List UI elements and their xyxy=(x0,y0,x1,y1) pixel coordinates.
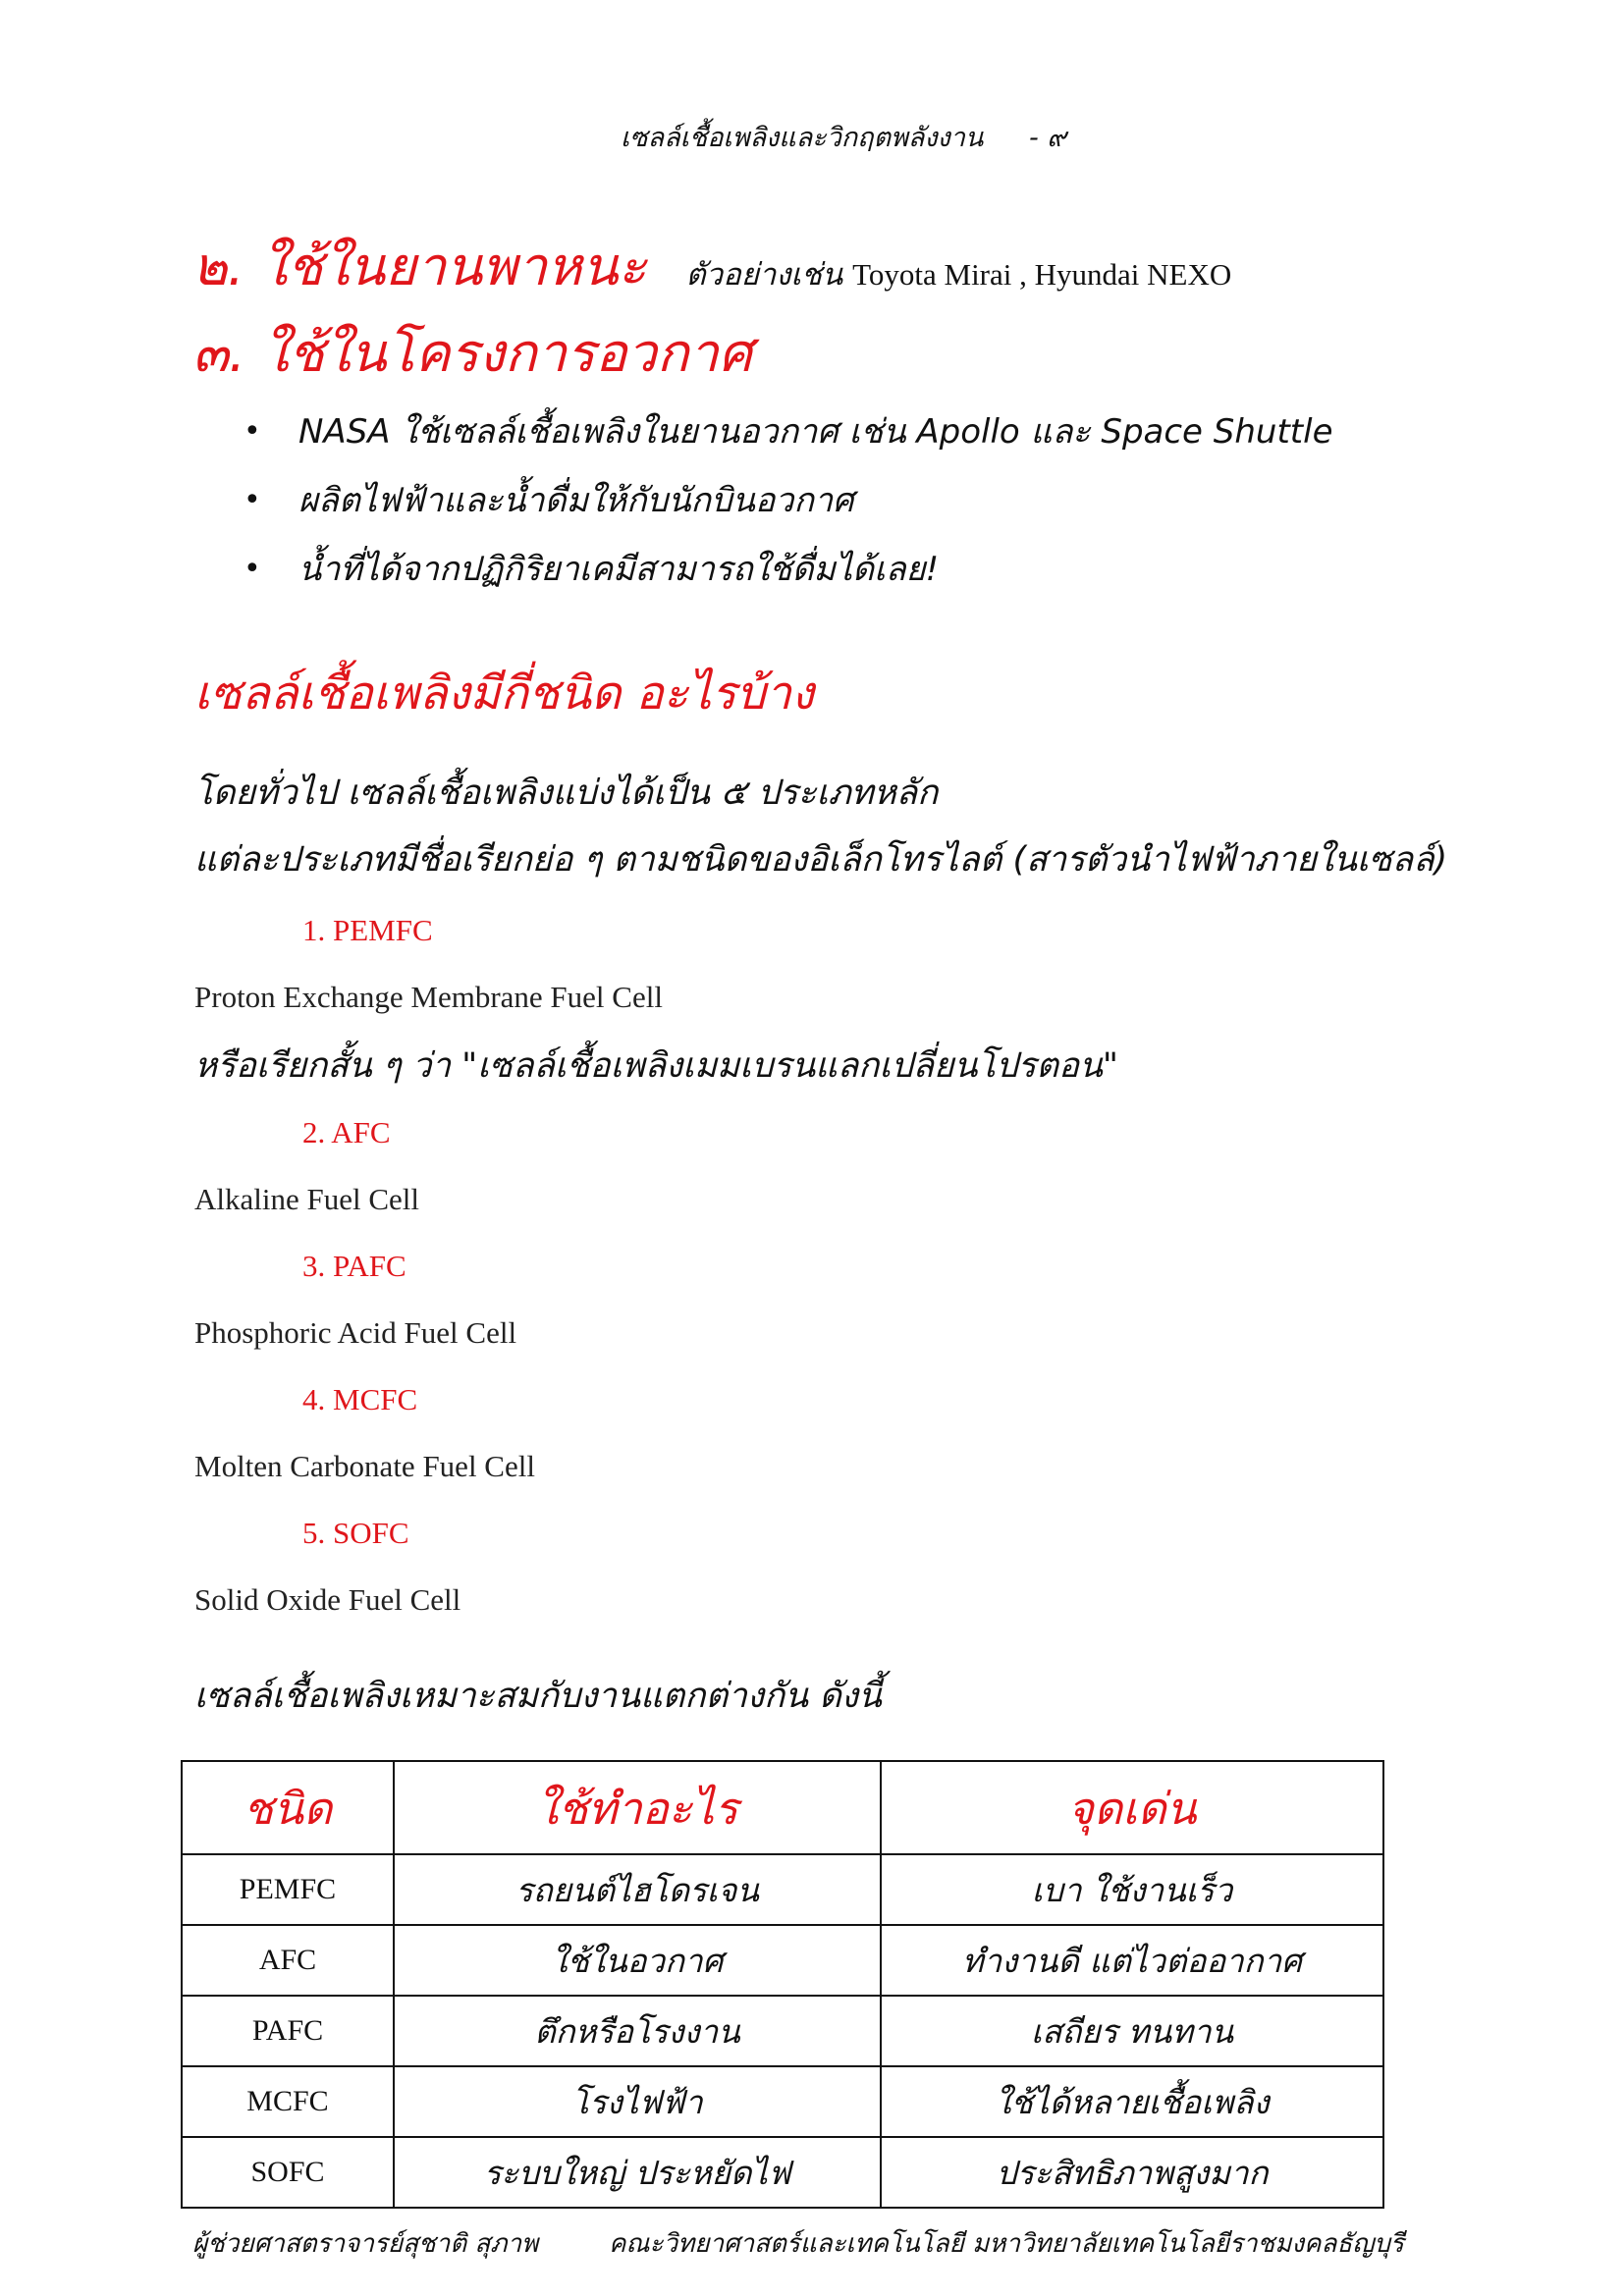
cell-use: โรงไฟฟ้า xyxy=(394,2066,881,2137)
page-number: - ๙ xyxy=(1028,123,1067,153)
running-header xyxy=(621,116,1066,158)
vehicle-examples-values: Toyota Mirai , Hyundai NEXO xyxy=(852,257,1232,292)
cell-advantage: ทำงานดี แต่ไวต่ออากาศ xyxy=(881,1925,1383,1996)
type-label-afc: 2. AFC xyxy=(302,1115,391,1149)
bullet-item: • ผลิตไฟฟ้าและน้ำดื่มให้กับนักบินอวกาศ xyxy=(244,471,1333,540)
table-row xyxy=(182,2066,1383,2137)
footer-affiliation: คณะวิทยาศาสตร์และเทคโนโลยี มหาวิทยาลัยเทคโนโลยีราชมงคลธัญบุรี xyxy=(609,2229,1404,2259)
bullet-item: • น้ำที่ได้จากปฏิกิริยาเคมีสามารถใช้ดื่มได้เลย! xyxy=(244,540,1333,609)
cell-advantage: เสถียร ทนทาน xyxy=(881,1996,1383,2066)
table-intro: เซลล์เชื้อเพลิงเหมาะสมกับงานแตกต่างกัน ดังนี้ xyxy=(194,1677,882,1716)
type-label-sofc: 5. SOFC xyxy=(302,1516,409,1550)
intro-line-2: แต่ละประเภทมีชื่อเรียกย่อ ๆ ตามชนิดของอิเล็กโทรไลต์ (สารตัวนำไฟฟ้าภายในเซลล์) xyxy=(194,840,1448,880)
pemfc-thai-note: หรือเรียกสั้น ๆ ว่า "เซลล์เชื้อเพลิงเมมเบรนแลกเปลี่ยนโปรตอน" xyxy=(194,1046,1119,1086)
intro-line-1: โดยทั่วไป เซลล์เชื้อเพลิงแบ่งได้เป็น ๕ ประเภทหลัก xyxy=(194,774,939,813)
table-header-row xyxy=(182,1761,1383,1854)
heading-space: ๓. ใช้ในโครงการอวกาศ xyxy=(192,322,753,384)
section-title: เซลล์เชื้อเพลิงมีกี่ชนิด อะไรบ้าง xyxy=(194,667,815,721)
type-name-sofc: Solid Oxide Fuel Cell xyxy=(194,1582,461,1617)
cell-use: ตึกหรือโรงงาน xyxy=(394,1996,881,2066)
type-label-pafc: 3. PAFC xyxy=(302,1249,406,1283)
vehicle-examples-label: ตัวอย่างเช่น xyxy=(685,257,843,293)
heading-vehicles-text: ๒. ใช้ในยานพาหนะ xyxy=(192,236,647,297)
type-name-mcfc: Molten Carbonate Fuel Cell xyxy=(194,1449,535,1483)
space-bullet-list xyxy=(244,402,1333,609)
cell-type: AFC xyxy=(182,1925,394,1996)
cell-use: ระบบใหญ่ ประหยัดไฟ xyxy=(394,2137,881,2208)
table-row xyxy=(182,1854,1383,1925)
cell-advantage: เบา ใช้งานเร็ว xyxy=(881,1854,1383,1925)
cell-type: PEMFC xyxy=(182,1854,394,1925)
type-name-pafc: Phosphoric Acid Fuel Cell xyxy=(194,1315,517,1350)
table-row xyxy=(182,1996,1383,2066)
col-header-type: ชนิด xyxy=(182,1761,394,1854)
cell-use: รถยนต์ไฮโดรเจน xyxy=(394,1854,881,1925)
bullet-item: • NASA ใช้เซลล์เชื้อเพลิงในยานอวกาศ เช่น Apollo และ Space Shuttle xyxy=(244,402,1333,471)
cell-type: SOFC xyxy=(182,2137,394,2208)
fuel-cell-comparison-table xyxy=(181,1760,1384,2209)
header-title: เซลล์เชื้อเพลิงและวิกฤตพลังงาน xyxy=(621,123,984,153)
vehicle-examples xyxy=(686,257,1232,293)
type-name-afc: Alkaline Fuel Cell xyxy=(194,1182,420,1216)
footer-author: ผู้ช่วยศาสตราจารย์สุชาติ สุภาพ xyxy=(192,2229,539,2259)
type-name-pemfc: Proton Exchange Membrane Fuel Cell xyxy=(194,980,663,1014)
cell-advantage: ใช้ได้หลายเชื้อเพลิง xyxy=(881,2066,1383,2137)
heading-vehicles xyxy=(192,224,1231,308)
type-label-pemfc: 1. PEMFC xyxy=(302,913,433,947)
col-header-use: ใช้ทำอะไร xyxy=(394,1761,881,1854)
type-label-mcfc: 4. MCFC xyxy=(302,1382,418,1416)
cell-type: MCFC xyxy=(182,2066,394,2137)
col-header-advantage: จุดเด่น xyxy=(881,1761,1383,1854)
cell-use: ใช้ในอวกาศ xyxy=(394,1925,881,1996)
table-row xyxy=(182,1925,1383,1996)
cell-advantage: ประสิทธิภาพสูงมาก xyxy=(881,2137,1383,2208)
table-row xyxy=(182,2137,1383,2208)
cell-type: PAFC xyxy=(182,1996,394,2066)
